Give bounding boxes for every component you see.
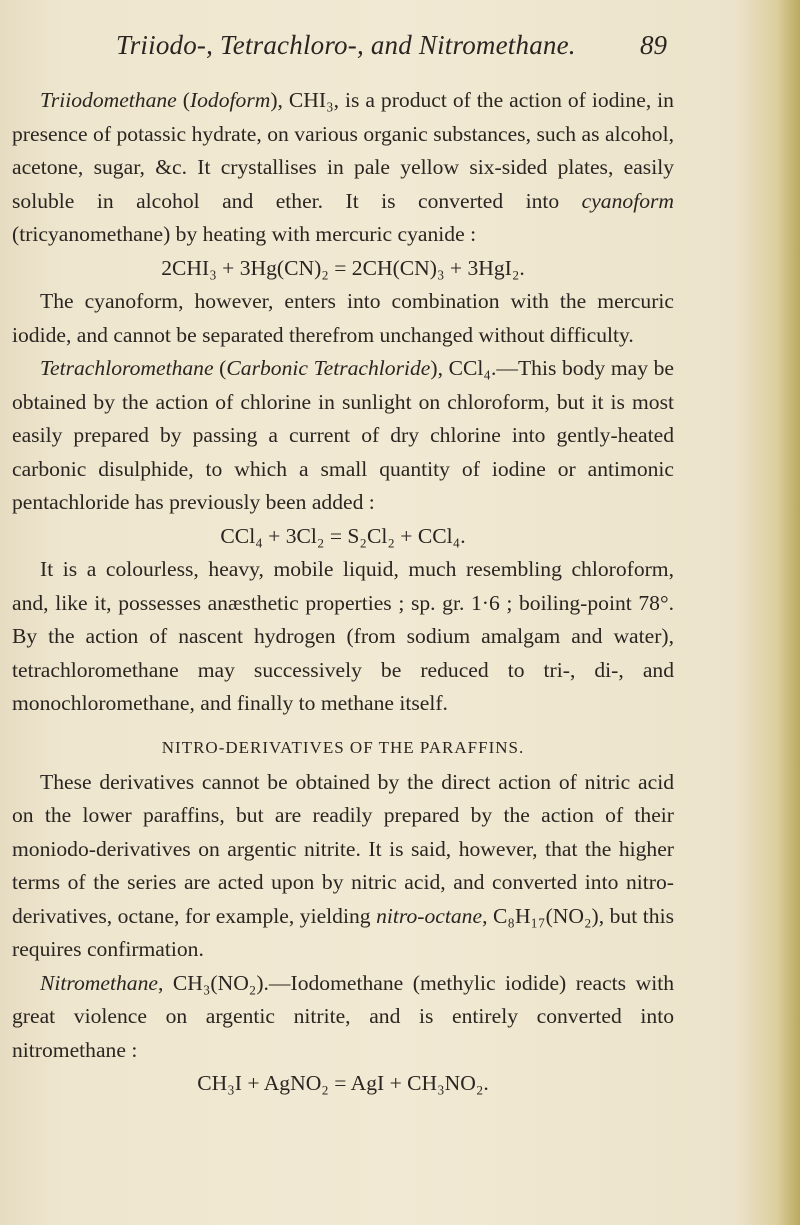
running-title: Triiodo-, Tetrachloro-, and Nitromethane. — [116, 30, 576, 60]
tetrachloromethane-paragraph: Tetrachloromethane (Carbonic Tetrachloride), CCl₄.—This body may be obtained by the action of chlorine in sunlight on chloroform, but it is most easily prepared by passing a current of dry chlorine into gently-heated carbonic disulphide, to which a small quantity of iodine or antimonic pentachloride has previously been added : — [12, 356, 675, 514]
nitromethane-formula: , CH₃(NO₂) — [157, 970, 264, 995]
tetrachloromethane-name: Tetrachloromethane — [40, 356, 214, 380]
tetrachloromethane-text: .—This body may be obtained by the action of chlorine in sunlight on chloroform, but it is most easily prepared by passing a current of dry chlorine into gently-heated carbonic disulphide, to which a small quantity of iodine or antimonic pentachloride has previously been added : — [12, 356, 675, 514]
iodoform-name: Triiodomethane — [40, 88, 177, 112]
nitromethane-name: Nitromethane — [40, 970, 158, 995]
nitro-text-2: but this requires confirmation. — [12, 903, 674, 961]
cyanoform-term: cyanoform — [581, 188, 674, 213]
iodoform-text-1: , is a product of the action of iodine, in presence of potassic hydrate, on various organic substances, such as alcohol, acetone, sugar, &c. It crystallises in pale yellow six-sided plates, easily soluble in alcohol and ether. It is converted into — [12, 88, 674, 213]
page-fold-shadow — [778, 0, 800, 1225]
nitro-octane-formula: , C₈H₁₇(NO₂), — [482, 903, 610, 928]
nitro-text-1: These derivatives cannot be obtained by the direct action of nitric acid on the lower paraffins, but are readily prepared by the action of their moniodo-derivatives on argentic nitrite. It is said, however, that the higher terms of the series are acted upon by nitric acid, and converted into nitro-derivatives, octane, for example, yielding — [12, 769, 674, 928]
tetrachloromethane-properties: It is a colourless, heavy, mobile liquid, much resembling chloroform, and, like it, possesses anæsthetic properties ; sp. gr. 1·6 ; boiling-point 78°. By the action of nascent hydrogen (from sodium amalgam and water), tetrachloromethane may successively be reduced to tri-, di-, and monochloromethane, and finally to methane itself. — [12, 557, 674, 715]
tetrachloromethane-formula: CCl₄ — [448, 356, 491, 380]
tetrachloromethane-alt-name: Carbonic Tetrachloride — [226, 356, 431, 380]
page-body — [12, 84, 674, 1101]
nitro-derivatives-paragraph — [12, 766, 674, 967]
tetrachloromethane-equation: CCl₄ + 3Cl₂ = S₂Cl₂ + CCl₄. — [220, 523, 466, 548]
iodoform-alt-name: Iodoform — [189, 88, 271, 112]
nitromethane-paragraph — [12, 967, 674, 1068]
iodoform-paragraph: Triiodomethane (Iodoform), CHI₃, is a product of the action of iodine, in presence of potassic hydrate, on various organic substances, such as alcohol, acetone, sugar, &c. It crystallises in pale yellow six-sided plates, easily soluble in alcohol and ether. It is converted into cyanoform (tricyanomethane) by heating with mercuric cyanide : — [12, 88, 674, 246]
cyanoform-note: The cyanoform, however, enters into combination with the mercuric iodide, and cannot be separated therefrom unchanged without difficulty. — [12, 289, 674, 347]
iodoform-text-2: (tricyanomethane) by heating with mercuric cyanide : — [12, 222, 477, 246]
iodoform-formula: CHI₃ — [288, 88, 334, 112]
nitromethane-text: .—Iodomethane (methylic iodide) reacts with great violence on argentic nitrite, and is entirely converted into nitromethane : — [12, 970, 675, 1062]
nitromethane-equation: CH₃I + AgNO₂ = AgI + CH₃NO₂. — [197, 1071, 489, 1095]
nitro-octane-term: nitro-octane — [376, 903, 483, 928]
page-number: 89 — [640, 30, 667, 60]
section-heading: NITRO-DERIVATIVES OF THE PARAFFINS. — [161, 737, 525, 757]
cyanoform-equation: 2CHI₃ + 3Hg(CN)₂ = 2CH(CN)₃ + 3HgI₂. — [161, 255, 525, 280]
